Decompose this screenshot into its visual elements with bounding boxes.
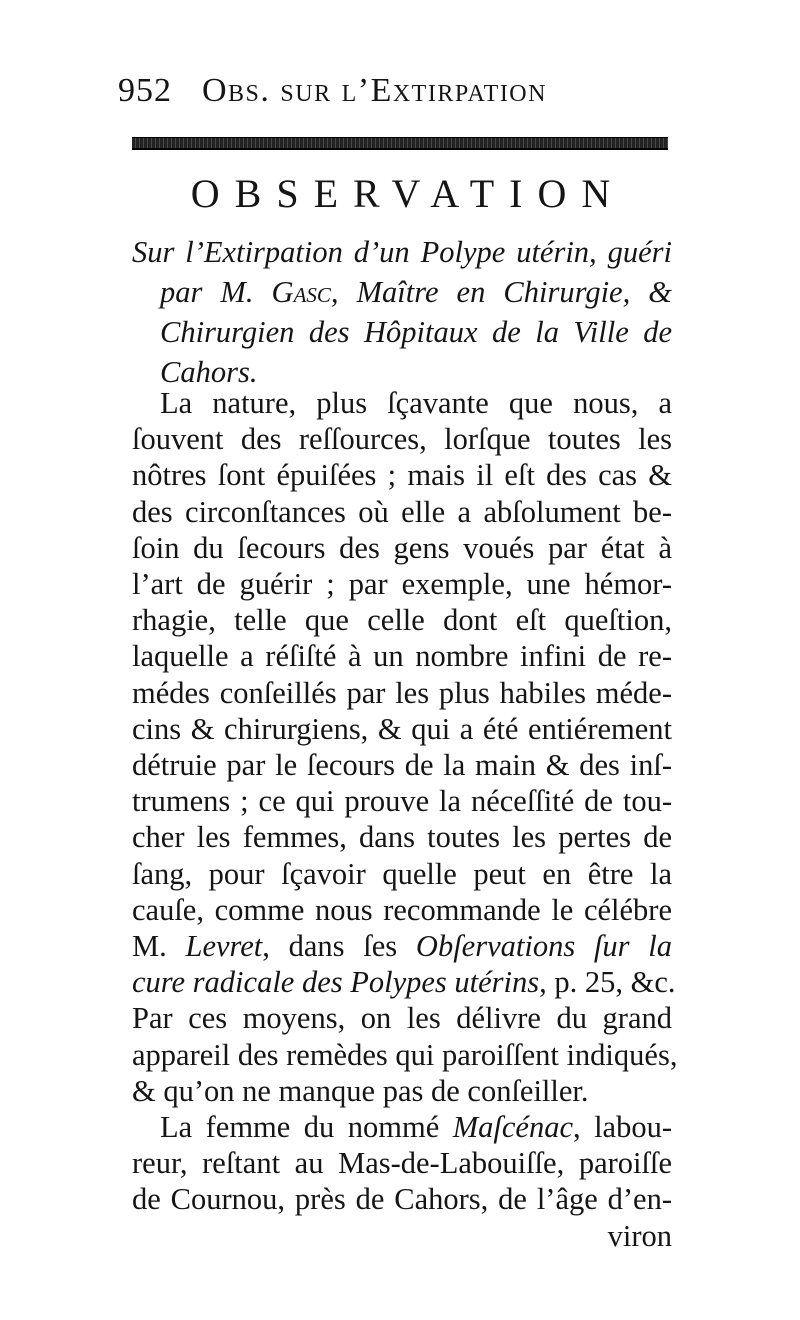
- cited-work-title: cure radicale des Polypes utérins: [132, 965, 540, 1000]
- subtitle-text: , Maître en Chirurgie, &: [330, 275, 673, 309]
- text-line: de Cournou, près de Cahors, de l’âge d’en-: [132, 1182, 672, 1217]
- cited-work-title: Obſervations ſur la: [415, 929, 672, 964]
- ornamental-rule: [132, 137, 668, 150]
- page-number: 952: [118, 72, 172, 109]
- text-line: & qu’on ne manque pas de conſeiller.: [132, 1073, 589, 1108]
- running-head: [118, 72, 678, 118]
- text-line: cins & chirurgiens, & qui a été entiérement: [132, 711, 672, 746]
- text-line: nôtres ſont épuiſées ; mais il eſt des cas &: [132, 458, 672, 493]
- text-line: des circonſtances où elle a abſolument be-: [132, 494, 672, 529]
- subtitle-line: Chirurgien des Hôpitaux de la Ville de: [160, 315, 672, 349]
- text-run: , dans ſes: [262, 929, 416, 964]
- subtitle-line: Sur l’Extirpation d’un Polype utérin, guéri: [132, 235, 672, 269]
- text-line: cauſe, comme nous recommande le célébre: [132, 892, 672, 927]
- catchword: viron: [607, 1218, 672, 1253]
- cited-author: Levret: [185, 929, 263, 964]
- text-run: La femme du nommé: [160, 1110, 453, 1145]
- text-line: [132, 928, 672, 964]
- running-head-title: Obs. sur l’Extirpation: [202, 72, 547, 109]
- text-line: La nature, plus ſçavante que nous, a: [160, 386, 672, 420]
- text-line: ſang, pour ſçavoir quelle peut en être la: [132, 856, 672, 891]
- subtitle-text: par M.: [160, 275, 272, 309]
- person-name: Maſcénac: [452, 1110, 573, 1145]
- text-line: ſouvent des reſſources, lorſque toutes les: [132, 422, 672, 457]
- observation-subtitle: [132, 232, 672, 392]
- text-line: [132, 964, 676, 1000]
- text-line: l’art de guérir ; par exemple, une hémor-: [132, 567, 672, 602]
- text-line: reur, reſtant au Mas-de-Labouiſſe, paroiſſe: [132, 1146, 672, 1181]
- text-line: Par ces moyens, on les délivre du grand: [132, 1001, 672, 1036]
- text-run: , p. 25, &c.: [539, 965, 676, 1000]
- subtitle-line: Cahors.: [160, 355, 258, 389]
- text-line: détruie par le ſecours de la main & des inſ-: [132, 748, 672, 783]
- text-line: médes conſeillés par les plus habiles méde-: [132, 675, 672, 710]
- text-run: M.: [132, 929, 186, 964]
- text-run: , labou-: [572, 1110, 672, 1145]
- subtitle-line: [132, 272, 672, 312]
- observation-heading: OBSERVATION: [190, 171, 626, 216]
- text-line: cher les femmes, dans toutes les pertes de: [132, 820, 672, 855]
- text-line: ſoin du ſecours des gens voués par état à: [132, 530, 672, 565]
- text-line: rhagie, telle que celle dont eſt queſtion,: [132, 603, 672, 638]
- text-line: trumens ; ce qui prouve la néceſſité de tou-: [132, 784, 672, 819]
- author-name: Gasc: [271, 275, 331, 309]
- text-line: appareil des remèdes qui paroiſſent indiqués,: [132, 1037, 678, 1072]
- body-text: [132, 385, 678, 1254]
- text-line: laquelle a réſiſté à un nombre infini de re-: [132, 639, 672, 674]
- text-line: [132, 1109, 672, 1145]
